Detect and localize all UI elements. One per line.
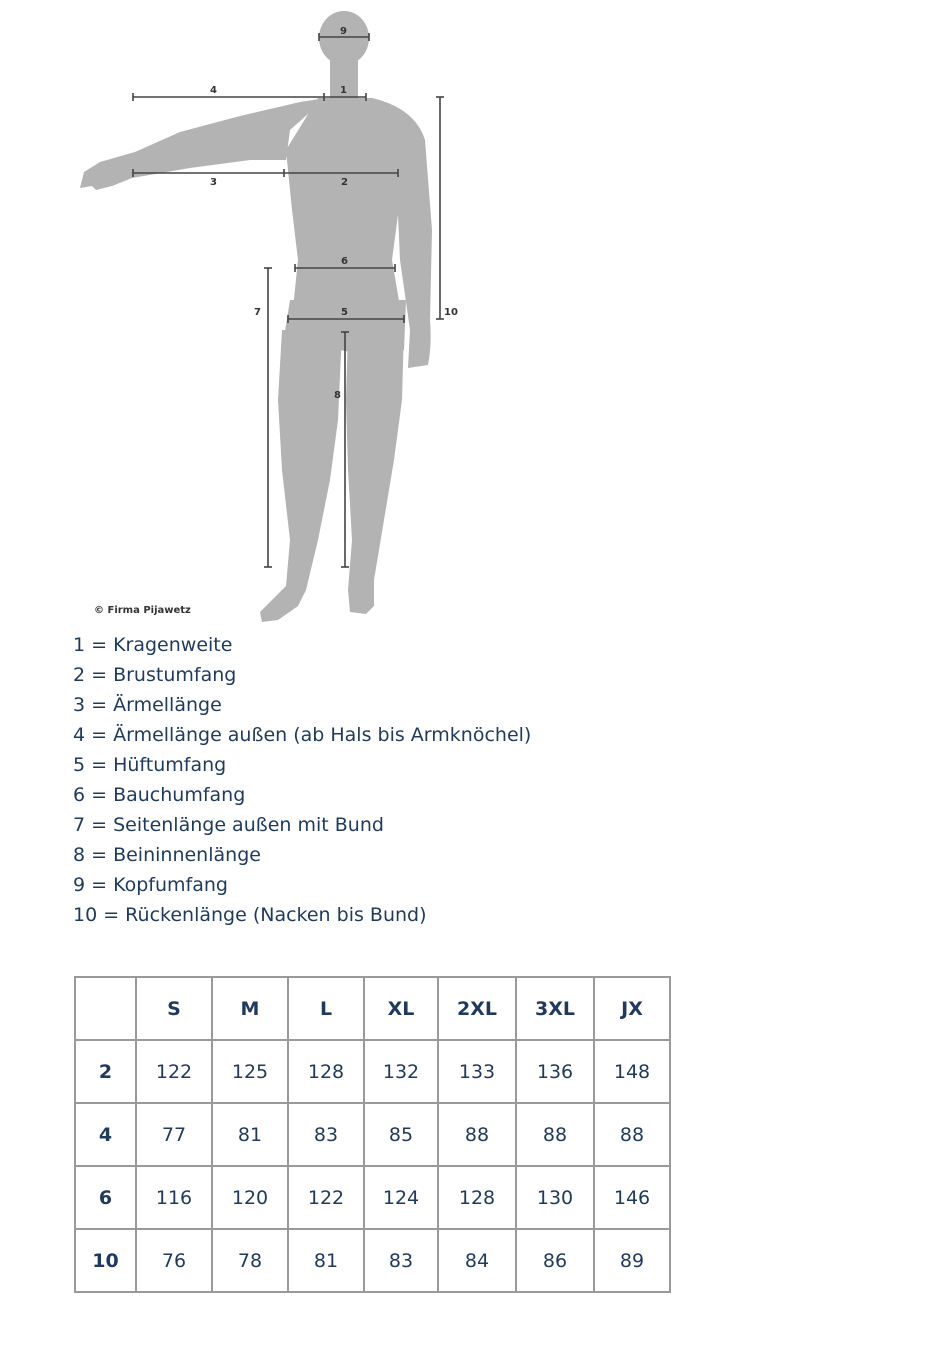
- table-cell: 77: [136, 1103, 212, 1166]
- table-cell: 122: [288, 1166, 364, 1229]
- table-row: [75, 1103, 670, 1166]
- table-cell: 128: [438, 1166, 516, 1229]
- table-cell: 89: [594, 1229, 670, 1292]
- table-cell: 81: [288, 1229, 364, 1292]
- column-header: 3XL: [516, 977, 594, 1040]
- measurement-legend: [73, 630, 531, 930]
- table-cell: 84: [438, 1229, 516, 1292]
- table-cell: 128: [288, 1040, 364, 1103]
- legend-item: 4 = Ärmellänge außen (ab Hals bis Armknöchel): [73, 724, 532, 746]
- measure-label-4: 4: [210, 85, 217, 96]
- table-cell: 116: [136, 1166, 212, 1229]
- table-cell: 78: [212, 1229, 288, 1292]
- table-cell: 88: [594, 1103, 670, 1166]
- legend-item: 10 = Rückenlänge (Nacken bis Bund): [73, 904, 427, 926]
- table-cell: 83: [288, 1103, 364, 1166]
- table-cell: 76: [136, 1229, 212, 1292]
- measure-label-3: 3: [210, 177, 217, 188]
- measure-label-10: 10: [444, 307, 458, 318]
- column-header: XL: [364, 977, 438, 1040]
- size-table: [74, 976, 671, 1293]
- legend-item: 8 = Beininnenlänge: [73, 844, 261, 866]
- legend-item: 9 = Kopfumfang: [73, 874, 228, 896]
- table-header-row: [75, 977, 670, 1040]
- table-cell: 83: [364, 1229, 438, 1292]
- table-corner-cell: [75, 977, 136, 1040]
- row-header: 4: [75, 1103, 136, 1166]
- legend-item: 3 = Ärmellänge: [73, 694, 222, 716]
- table-cell: 130: [516, 1166, 594, 1229]
- copyright-text: © Firma Pijawetz: [94, 605, 191, 616]
- table-cell: 86: [516, 1229, 594, 1292]
- column-header: 2XL: [438, 977, 516, 1040]
- legend-item: 1 = Kragenweite: [73, 634, 233, 656]
- measure-label-2: 2: [341, 177, 348, 188]
- table-cell: 125: [212, 1040, 288, 1103]
- table-row: [75, 1229, 670, 1292]
- table-cell: 132: [364, 1040, 438, 1103]
- table-row: [75, 1040, 670, 1103]
- measure-label-5: 5: [341, 307, 348, 318]
- measure-label-9: 9: [340, 26, 347, 37]
- table-cell: 133: [438, 1040, 516, 1103]
- column-header: S: [136, 977, 212, 1040]
- row-header: 6: [75, 1166, 136, 1229]
- measure-label-1: 1: [340, 85, 347, 96]
- table-cell: 81: [212, 1103, 288, 1166]
- table-cell: 85: [364, 1103, 438, 1166]
- row-header: 2: [75, 1040, 136, 1103]
- legend-item: 6 = Bauchumfang: [73, 784, 246, 806]
- body-measurement-figure: [0, 0, 946, 630]
- legend-item: 7 = Seitenlänge außen mit Bund: [73, 814, 384, 836]
- table-cell: 136: [516, 1040, 594, 1103]
- measure-label-8: 8: [334, 390, 341, 401]
- legend-item: 2 = Brustumfang: [73, 664, 237, 686]
- legend-item: 5 = Hüftumfang: [73, 754, 227, 776]
- column-header: M: [212, 977, 288, 1040]
- measure-label-7: 7: [254, 307, 261, 318]
- column-header: L: [288, 977, 364, 1040]
- table-cell: 88: [516, 1103, 594, 1166]
- column-header: JX: [594, 977, 670, 1040]
- table-cell: 146: [594, 1166, 670, 1229]
- table-cell: 88: [438, 1103, 516, 1166]
- table-cell: 120: [212, 1166, 288, 1229]
- body-silhouette-diagram: [0, 0, 946, 630]
- table-cell: 148: [594, 1040, 670, 1103]
- table-row: [75, 1166, 670, 1229]
- table-cell: 122: [136, 1040, 212, 1103]
- measure-label-6: 6: [341, 256, 348, 267]
- table-cell: 124: [364, 1166, 438, 1229]
- row-header: 10: [75, 1229, 136, 1292]
